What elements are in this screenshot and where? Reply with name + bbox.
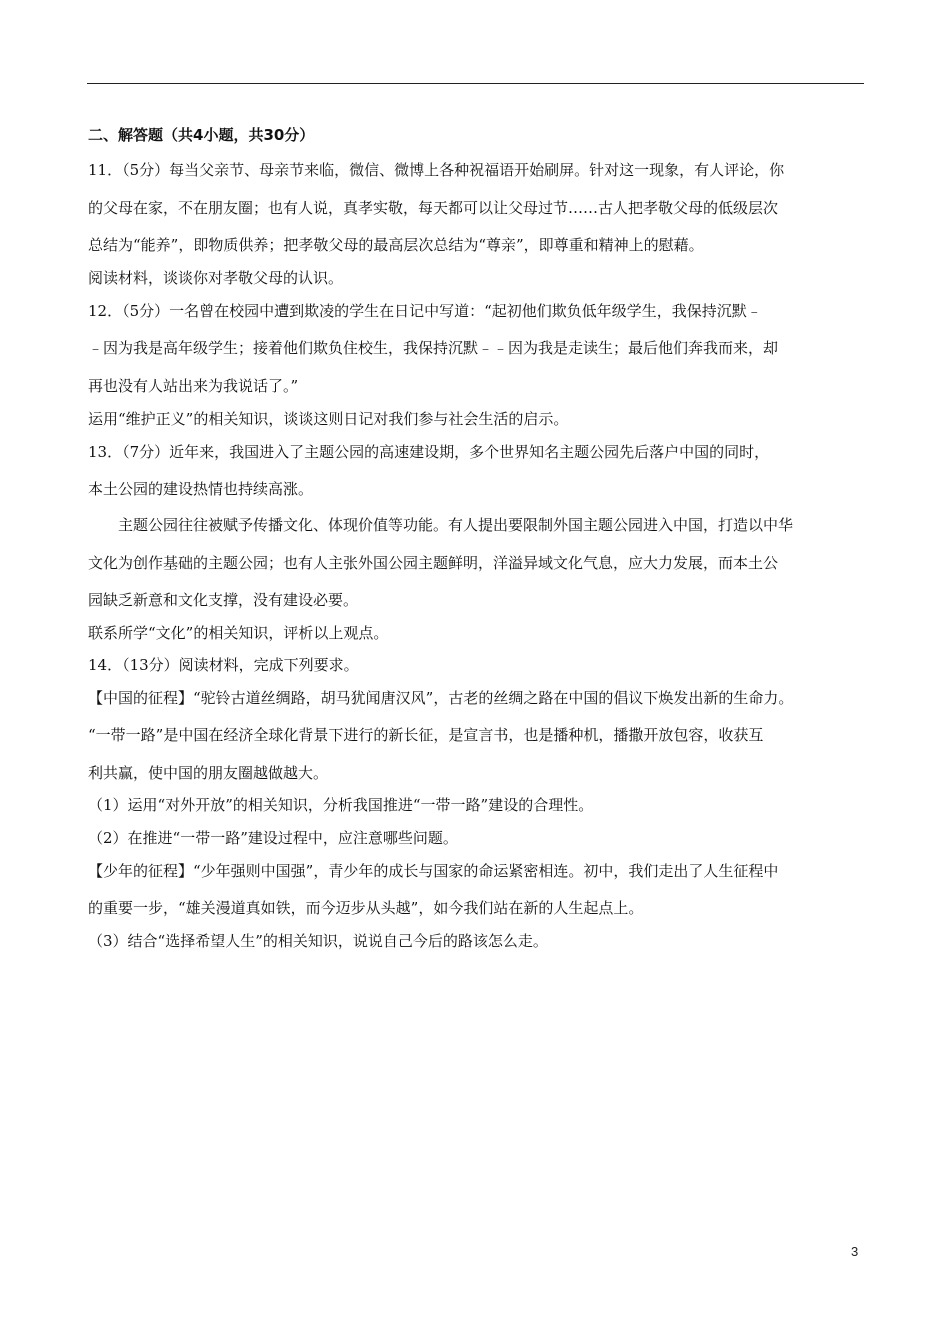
- q11-line-2: 的父母在家，不在朋友圈；也有人说，真孝实敬，每天都可以让父母过节……古人把孝敬父母的低级层次: [88, 199, 779, 217]
- q13-line-3: 主题公园往往被赋予传播文化、体现价值等功能。有人提出要限制外国主题公园进入中国，打造以中华: [88, 516, 794, 534]
- q14-subquestion-3: （3）结合“选择希望人生”的相关知识，说说自己今后的路该怎么走。: [88, 932, 548, 950]
- q13-line-1: 13．（7分）近年来，我国进入了主题公园的高速建设期，多个世界知名主题公园先后落户中国的同时，: [88, 443, 770, 461]
- q11-line-4: 阅读材料，谈谈你对孝敬父母的认识。: [88, 269, 344, 287]
- q12-line-4: 运用“维护正义”的相关知识，谈谈这则日记对我们参与社会生活的启示。: [88, 410, 569, 428]
- q14-subquestion-1: （1）运用“对外开放”的相关知识，分析我国推进“一带一路”建设的合理性。: [88, 796, 594, 814]
- header-rule: [87, 83, 864, 84]
- q14-line-2: 【中国的征程】“驼铃古道丝绸路，胡马犹闻唐汉风”，古老的丝绸之路在中国的倡议下焕发出新的生命力。: [88, 689, 794, 707]
- q14-subquestion-2: （2）在推进“一带一路”建设过程中，应注意哪些问题。: [88, 829, 458, 847]
- q11-line-3: 总结为“能养”，即物质供养；把孝敬父母的最高层次总结为“尊亲”，即尊重和精神上的慰藉。: [88, 236, 704, 254]
- section-title: 二、解答题（共4小题，共30分）: [88, 126, 315, 144]
- q14-line-1: 14．（13分）阅读材料，完成下列要求。: [88, 656, 359, 674]
- q14-line-4: 利共赢，使中国的朋友圈越做越大。: [88, 764, 329, 782]
- page-number: 3: [851, 1244, 859, 1259]
- q14-line-8: 的重要一步，“雄关漫道真如铁，而今迈步从头越”，如今我们站在新的人生起点上。: [88, 899, 644, 917]
- q13-line-6: 联系所学“文化”的相关知识，评析以上观点。: [88, 624, 389, 642]
- q12-line-1: 12．（5分）一名曾在校园中遭到欺凌的学生在日记中写道：“起初他们欺负低年级学生，我保持沉默﹣: [88, 302, 762, 320]
- q12-line-3: 再也没有人站出来为我说话了。”: [88, 377, 299, 395]
- q14-line-7: 【少年的征程】“少年强则中国强”，青少年的成长与国家的命运紧密相连。初中，我们走出了人生征程中: [88, 862, 779, 880]
- q12-line-2: ﹣因为我是高年级学生；接着他们欺负住校生，我保持沉默﹣﹣因为我是走读生；最后他们奔我而来，却: [88, 339, 779, 357]
- q11-line-1: 11．（5分）每当父亲节、母亲节来临，微信、微博上各种祝福语开始刷屏。针对这一现象，有人评论，你: [88, 161, 785, 179]
- q13-line-4: 文化为创作基础的主题公园；也有人主张外国公园主题鲜明，洋溢异域文化气息，应大力发展，而本土公: [88, 554, 779, 572]
- q13-line-5: 园缺乏新意和文化支撑，没有建设必要。: [88, 591, 359, 609]
- q14-line-3: “一带一路”是中国在经济全球化背景下进行的新长征，是宣言书，也是播种机，播撒开放包容，收获互: [88, 726, 764, 744]
- q13-line-2: 本土公园的建设热情也持续高涨。: [88, 480, 314, 498]
